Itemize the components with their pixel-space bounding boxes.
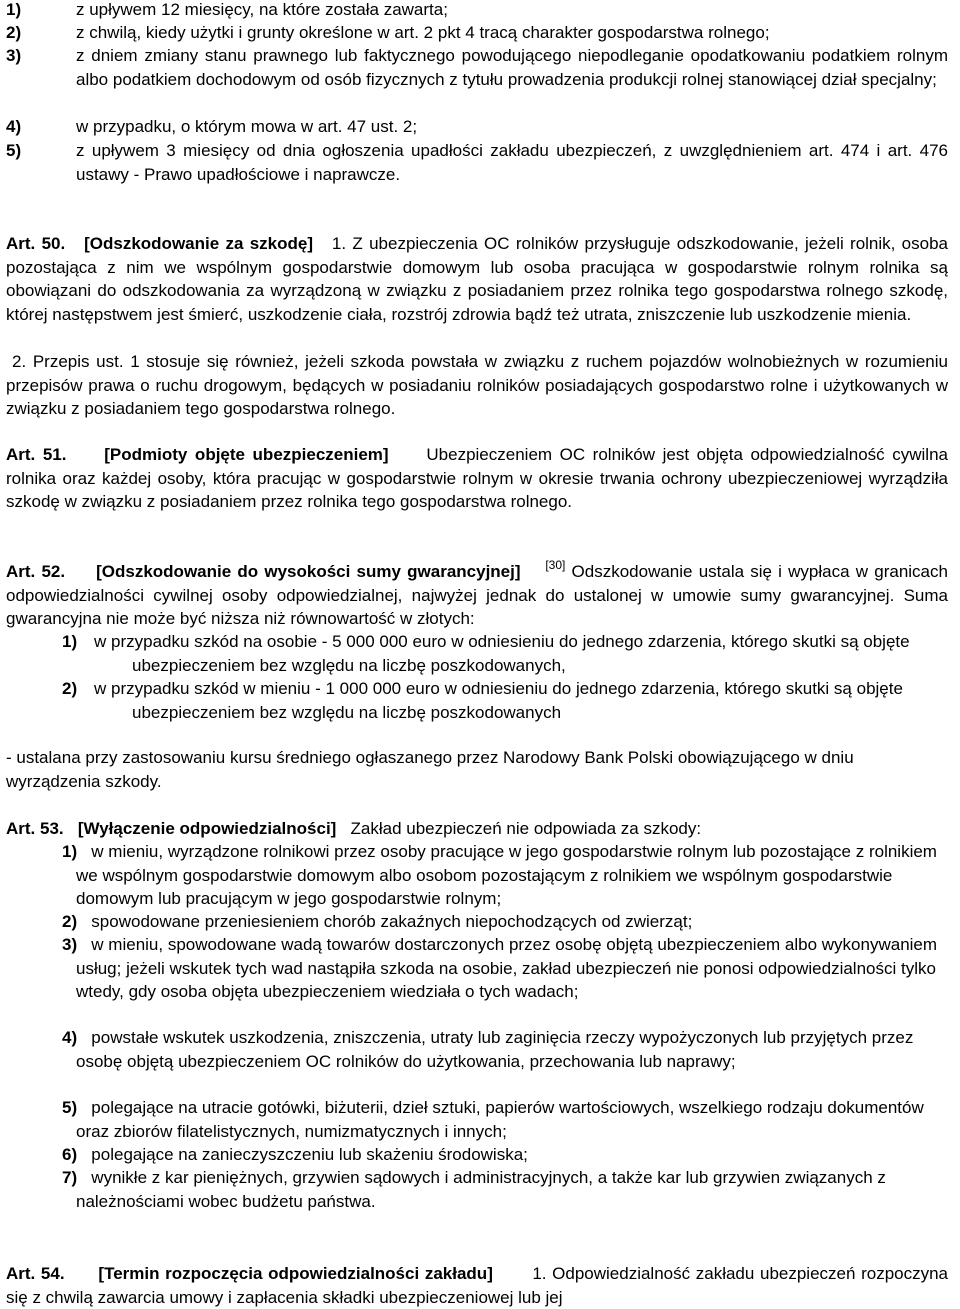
list-item <box>62 933 948 1004</box>
list-item-text: polegające na utracie gotówki, biżuterii, dzieł sztuki, papierów wartościowych, wszelkiego rodzaju dokumentów oraz zbiorów filatelistycznych, numizmatycznych i innych; <box>76 1098 924 1141</box>
list-item-number: 4) <box>6 117 22 136</box>
article-intro: Zakład ubezpieczeń nie odpowiada za szkody: <box>350 819 702 838</box>
article-50 <box>6 232 948 326</box>
article-50-paragraph-2 <box>6 350 948 421</box>
list-item <box>6 139 948 186</box>
article-number: Art. 53. <box>6 819 64 838</box>
article-number: Art. 50. <box>6 234 66 253</box>
list-item <box>62 1096 948 1143</box>
article-53 <box>6 817 948 841</box>
list-item <box>62 1166 948 1213</box>
article-heading: [Termin rozpoczęcia odpowiedzialności zakładu] <box>98 1264 493 1283</box>
list-item-text: z chwilą, kiedy użytki i grunty określone w art. 2 pkt 4 tracą charakter gospodarstwa rolnego; <box>76 23 770 42</box>
list-item-text: w przypadku, o którym mowa w art. 47 ust. 2; <box>76 117 418 136</box>
article-51 <box>6 443 948 514</box>
list-item-text: w przypadku szkód w mieniu - 1 000 000 euro w odniesieniu do jednego zdarzenia, którego skutki są objęte ubezpieczeniem bez względu na liczbę poszkodowanych <box>94 679 903 722</box>
list-item-number: 5) <box>62 1098 78 1117</box>
list-item <box>6 0 948 22</box>
list-item <box>62 1026 948 1073</box>
list-item <box>6 21 948 45</box>
list-item-number: 1) <box>62 632 78 651</box>
article-text: Ubezpieczeniem OC rolników jest objęta odpowiedzialność cywilna rolnika oraz każdej osoby, która pracując w gospodarstwie rolnym w okresie trwania ochrony ubezpieczeniowej wyrządziła szkodę w związku z posiadaniem przez rolnika tego gospodarstwa rolnego. <box>6 445 948 511</box>
list-item-text: w mieniu, spowodowane wadą towarów dostarczonych przez osobę objętą ubezpieczeniem albo wykonywaniem usług; jeżeli wskutek tych wad nastąpiła szkoda na osobie, zakład ubezpieczeń nie ponosi odpowiedzialności tylko wtedy, gdy osoba objęta ubezpieczeniem wiedziała o tych wadach; <box>76 935 938 1001</box>
list-item-number: 6) <box>62 1145 78 1164</box>
article-heading: [Odszkodowanie do wysokości sumy gwarancyjnej] <box>96 562 521 581</box>
list-item-text: powstałe wskutek uszkodzenia, zniszczenia, utraty lub zaginięcia rzeczy wypożyczonych lub przyjętych przez osobę objętą ubezpieczeniem OC rolników do użytkowania, przechowania lub naprawy; <box>76 1028 914 1071</box>
list-item <box>6 44 948 91</box>
list-item <box>62 1143 948 1167</box>
list-item <box>6 115 948 139</box>
list-item-text: z upływem 3 miesięcy od dnia ogłoszenia upadłości zakładu ubezpieczeń, z uwzględnieniem art. 474 i art. 476 ustawy - Prawo upadłościowe i naprawcze. <box>76 141 948 184</box>
article-heading: [Podmioty objęte ubezpieczeniem] <box>104 445 389 464</box>
list-item-number: 2) <box>62 912 78 931</box>
article-paragraph: 1. Z ubezpieczenia OC rolników przysługuje odszkodowanie, jeżeli rolnik, osoba pozostająca z nim we wspólnym gospodarstwie domowym lub osoba pracująca w gospodarstwie rolnym rolnika są obowiązani do odszkodowania za wyrządzoną w związku z posiadaniem przez rolnika tego gospodarstwa rolnego szkodę, której następstwem jest śmierć, uszkodzenie ciała, rozstrój zdrowia bądź też utrata, zniszczenie lub uszkodzenie mienia. <box>6 234 949 324</box>
article-text: 1. Odpowiedzialność zakładu ubezpieczeń rozpoczyna się z chwilą zawarcia umowy i zapłacenia składki ubezpieczeniowej lub jej <box>6 1264 949 1307</box>
list-item-number: 1) <box>62 842 78 861</box>
list-item-number: 2) <box>62 679 78 698</box>
article-52 <box>6 560 948 631</box>
list-item-number: 3) <box>6 46 22 65</box>
list-item-text: spowodowane przeniesieniem chorób zakaźnych niepochodzących od zwierząt; <box>91 912 693 931</box>
list-item-text: z dniem zmiany stanu prawnego lub faktycznego powodującego niepodleganie opodatkowaniu podatkiem rolnym albo podatkiem dochodowym od osób fizycznych z tytułu prowadzenia produkcji rolnej stanowiącej dział specjalny; <box>76 46 948 89</box>
article-heading: [Odszkodowanie za szkodę] <box>84 234 314 253</box>
article-52-closing <box>6 746 948 793</box>
article-number: Art. 54. <box>6 1264 65 1283</box>
article-number: Art. 51. <box>6 445 67 464</box>
list-item <box>62 630 948 677</box>
list-item-text: wynikłe z kar pieniężnych, grzywien sądowych i administracyjnych, a także kar lub grzywien związanych z należnościami wobec budżetu państwa. <box>76 1168 886 1211</box>
list-item-number: 1) <box>6 0 22 19</box>
article-heading: [Wyłączenie odpowiedzialności] <box>77 819 337 838</box>
list-item <box>62 677 948 724</box>
list-item <box>62 910 948 934</box>
article-text: - ustalana przy zastosowaniu kursu średniego ogłaszanego przez Narodowy Bank Polski obowiązującego w dniu wyrządzenia szkody. <box>6 748 854 791</box>
list-item-number: 5) <box>6 141 22 160</box>
list-item-text: z upływem 12 miesięcy, na które została zawarta; <box>76 0 448 19</box>
list-item-number: 2) <box>6 23 22 42</box>
article-text: Odszkodowanie ustala się i wypłaca w granicach odpowiedzialności cywilnej osoby odpowiedzialnej, najwyżej jednak do ustalonej w umowie sumy gwarancyjnej. Suma gwarancyjna nie może być niższa niż równowartość w złotych: <box>6 562 948 628</box>
article-paragraph: 2. Przepis ust. 1 stosuje się również, jeżeli szkoda powstała w związku z ruchem pojazdów wolnobieżnych w rozumieniu przepisów prawa o ruchu drogowym, będących w posiadaniu rolników posiadających gospodarstwo rolne i użytkowanych w związku z posiadaniem tego gospodarstwa rolnego. <box>6 352 948 418</box>
list-item-number: 4) <box>62 1028 78 1047</box>
article-54 <box>6 1262 948 1309</box>
list-item-text: polegające na zanieczyszczeniu lub skażeniu środowiska; <box>91 1145 528 1164</box>
list-item <box>62 840 948 911</box>
list-item-text: w mieniu, wyrządzone rolnikowi przez osoby pracujące w jego gospodarstwie rolnym lub pozostające z rolnikiem we wspólnym gospodarstwie domowym albo osobom pozostającym z rolnikiem we wspólnym gospodarstwie domowym lub pracującym w jego gospodarstwie rolnym; <box>76 842 937 908</box>
list-item-text: w przypadku szkód na osobie - 5 000 000 euro w odniesieniu do jednego zdarzenia, którego skutki są objęte ubezpieczeniem bez względu na liczbę poszkodowanych, <box>94 632 910 675</box>
article-number: Art. 52. <box>6 562 66 581</box>
list-item-number: 3) <box>62 935 78 954</box>
footnote-ref[interactable]: [30] <box>545 558 566 572</box>
list-item-number: 7) <box>62 1168 78 1187</box>
